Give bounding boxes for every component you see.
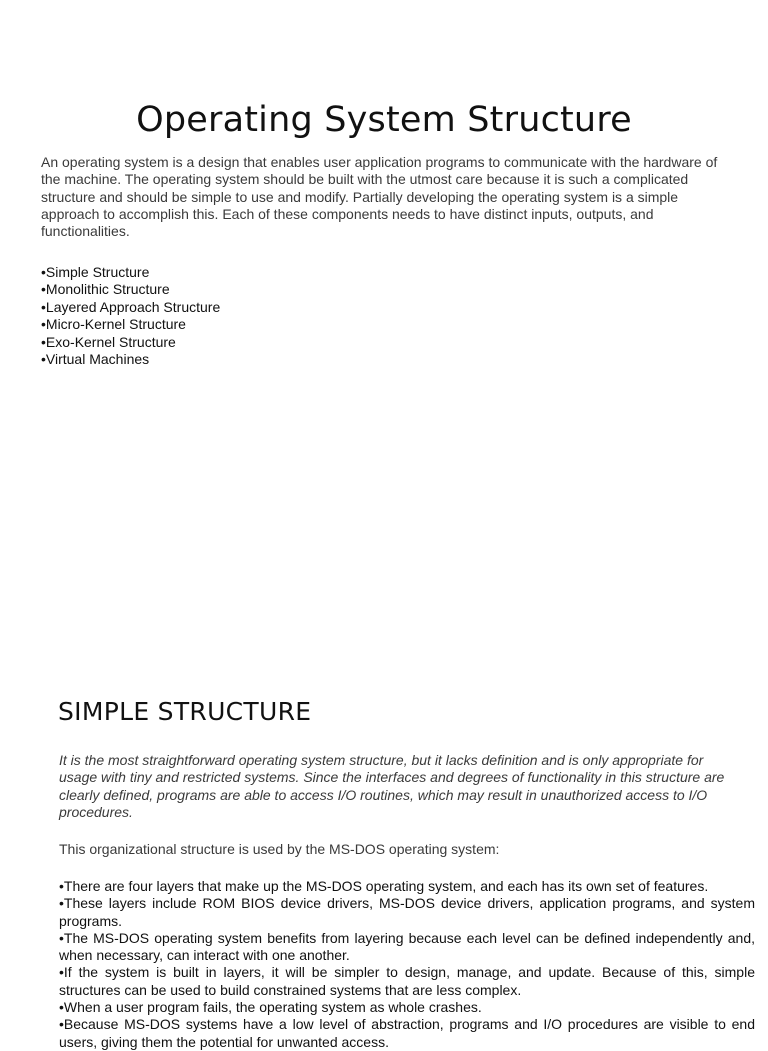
list-item: •Monolithic Structure [41, 281, 170, 298]
slide-title: Operating System Structure [136, 100, 632, 140]
list-item: •If the system is built in layers, it will be simpler to design, manage, and update. Because of this, simple structures can be used to build constrained systems that are less complex. [59, 964, 755, 998]
list-item: •The MS-DOS operating system benefits from layering because each level can be defined independently and, when necessary, can interact with one another. [59, 929, 755, 964]
list-item: •Simple Structure [41, 264, 150, 280]
list-item: •These layers include ROM BIOS device drivers, MS-DOS device drivers, application programs, and system programs. [59, 895, 755, 929]
definition-paragraph: It is the most straightforward operating system structure, but it lacks definition and is only appropriate for usage with tiny and restricted systems. Since the interfaces and degrees of functionality in this structure are clearly defined, programs are able to access I/O routines, which may result in unauthorized access to I/O procedures. [59, 752, 725, 820]
list-item: •When a user program fails, the operating system as whole crashes. [59, 999, 482, 1016]
list-item: •Because MS-DOS systems have a low level of abstraction, programs and I/O procedures are visible to end users, giving them the potential for unwanted access. [59, 1016, 755, 1050]
intro-paragraph: An operating system is a design that enables user application programs to communicate with the hardware of the machine. The operating system should be built with the utmost care because it is such a complicated structure and should be simple to use and modify. Partially developing the operating system is a simple approach to accomplish this. Each of these components needs to have distinct inputs, outputs, and functionalities. [41, 154, 718, 240]
organization-paragraph: This organizational structure is used by the MS-DOS operating system: [59, 841, 500, 857]
ms-dos-points-list [59, 878, 755, 1051]
list-item: •Virtual Machines [41, 351, 150, 368]
slide-title: SIMPLE STRUCTURE [58, 697, 312, 726]
list-item: •Layered Approach Structure [41, 298, 221, 315]
list-item: •Exo-Kernel Structure [41, 333, 176, 350]
structure-list [41, 264, 220, 368]
list-item: •Micro-Kernel Structure [41, 316, 186, 333]
slide-simple-structure [0, 680, 768, 1050]
list-item: •There are four layers that make up the MS-DOS operating system, and each has its own set of features. [59, 878, 709, 894]
